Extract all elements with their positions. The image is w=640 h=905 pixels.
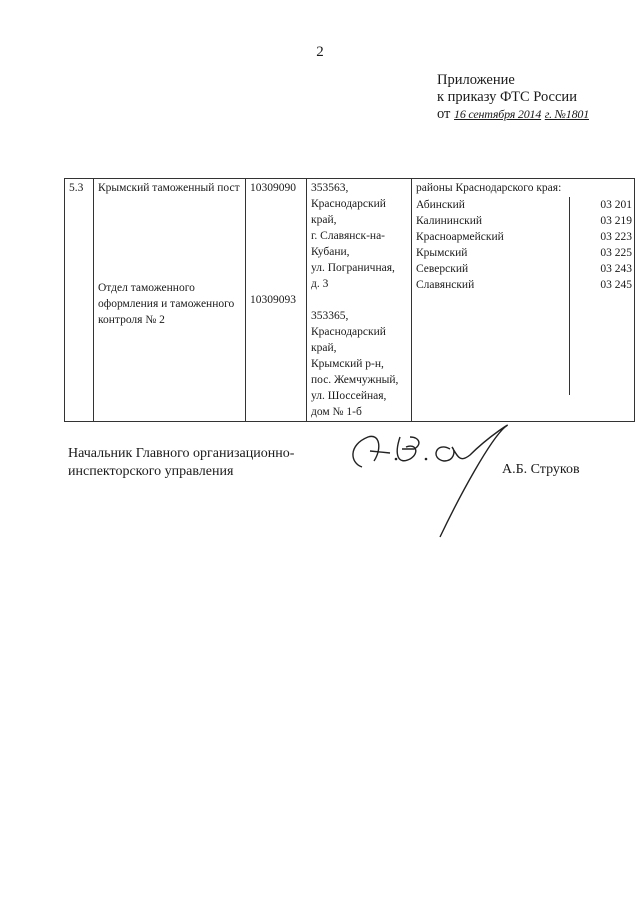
- list-item: [412, 245, 634, 261]
- position-line: Начальник Главного организационно-: [68, 446, 295, 461]
- address-line: 353563,: [311, 182, 349, 194]
- list-item: [412, 197, 634, 213]
- number-prefix: г. №: [544, 107, 566, 121]
- address-line: пос. Жемчужный,: [311, 374, 399, 386]
- district-name: Крымский: [416, 247, 468, 259]
- position-line: инспекторского управления: [68, 464, 234, 479]
- post-code-cell: [246, 179, 307, 422]
- post-address: [311, 180, 407, 292]
- district-name: Абинский: [416, 199, 465, 211]
- address-line: Крымский р-н,: [311, 358, 384, 370]
- list-item: [412, 213, 634, 229]
- district-code: 03 201: [569, 197, 634, 213]
- district-code: 03 245: [569, 277, 634, 293]
- district-code: 03 243: [569, 261, 634, 277]
- date-prefix: от: [437, 106, 451, 122]
- customs-posts-table: [64, 178, 635, 422]
- row-number: 5.3: [65, 179, 94, 422]
- appendix-title: Приложение: [437, 72, 515, 88]
- post-address: [311, 308, 407, 420]
- table-row: [65, 179, 635, 422]
- district-code: 03 219: [569, 213, 634, 229]
- order-number: 1801: [565, 107, 589, 121]
- signer-name: А.Б. Струков: [502, 462, 580, 477]
- address-line: 353365,: [311, 310, 349, 322]
- district-code: 03 225: [569, 245, 634, 261]
- list-item: [412, 277, 634, 293]
- order-date: 16 сентября 2014: [454, 107, 542, 121]
- address-line: край,: [311, 342, 337, 354]
- list-item: [412, 261, 634, 277]
- districts-list: [412, 179, 634, 395]
- post-code: 10309093: [250, 294, 296, 306]
- region-header: районы Краснодарского края:: [416, 182, 562, 194]
- district-name: Калининский: [416, 215, 483, 227]
- page-number: 2: [316, 44, 324, 60]
- district-name: Красноармейский: [416, 231, 504, 243]
- address-line: ул. Пограничная,: [311, 262, 395, 274]
- address-line: д. 3: [311, 278, 329, 290]
- order-date-line: [437, 106, 589, 123]
- post-address-cell: [307, 179, 412, 422]
- address-line: г. Славянск-на-: [311, 230, 386, 242]
- district-name: Славянский: [416, 279, 475, 291]
- appendix-header: [437, 72, 589, 123]
- address-line: край,: [311, 214, 337, 226]
- address-line: Кубани,: [311, 246, 350, 258]
- signatory-position: [68, 445, 294, 481]
- list-item: [412, 229, 634, 245]
- address-line: дом № 1-б: [311, 406, 362, 418]
- handwritten-signature: [340, 415, 520, 545]
- district-name: Северский: [416, 263, 469, 275]
- post-code: 10309090: [250, 182, 296, 194]
- districts-cell: [412, 179, 635, 422]
- address-line: Краснодарский: [311, 198, 386, 210]
- post-name: Крымский таможенный пост: [98, 182, 240, 194]
- order-reference: к приказу ФТС России: [437, 89, 577, 105]
- post-name-cell: [94, 179, 246, 422]
- address-line: ул. Шоссейная,: [311, 390, 387, 402]
- address-line: Краснодарский: [311, 326, 386, 338]
- district-code: 03 223: [569, 229, 634, 245]
- post-name: Отдел таможенного оформления и таможенного контроля № 2: [98, 282, 235, 326]
